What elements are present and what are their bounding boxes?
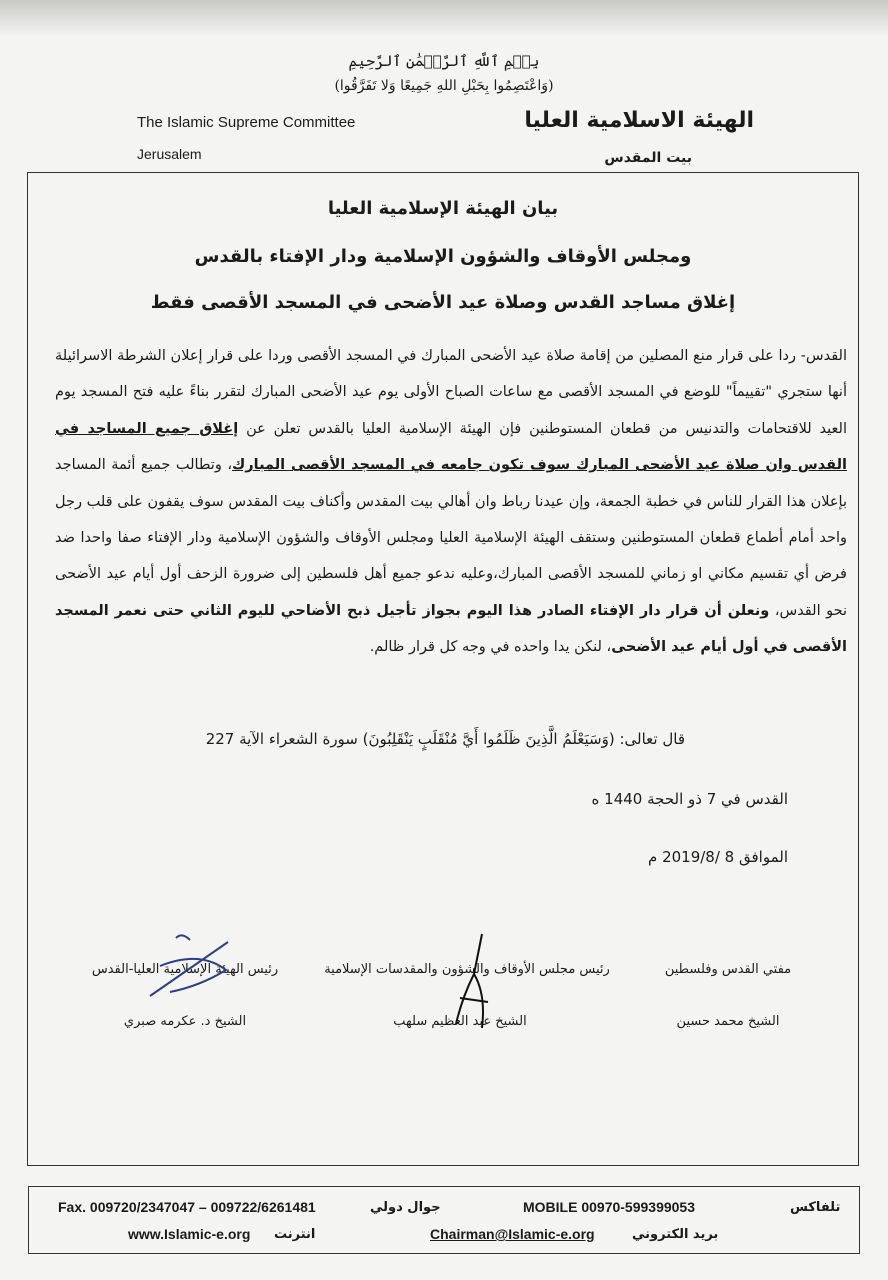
contact-footer <box>28 1186 860 1254</box>
city-name-ar: بيت المقدس <box>604 150 692 166</box>
mobile-number: MOBILE 00970-599399053 <box>523 1199 695 1215</box>
email-link[interactable]: Chairman@Islamic-e.org <box>430 1226 595 1242</box>
organization-name-en: The Islamic Supreme Committee <box>137 114 356 131</box>
header-verse: (وَاعْتَصِمُوا بِحَبْلِ اللهِ جَمِيعًا وَلا تَفَرَّقُوا) <box>334 78 554 94</box>
statement-body <box>55 338 847 666</box>
date-hijri: القدس في 7 ذو الحجة 1440 ه <box>591 790 788 808</box>
signatory-1-name: الشيخ د. عكرمه صبري <box>123 1014 247 1029</box>
email-label: بريد الكتروني <box>632 1227 719 1242</box>
website-link[interactable]: www.Islamic-e.org <box>128 1226 251 1242</box>
signature-salhab <box>442 928 502 1038</box>
organization-name-ar: الهيئة الاسلامية العليا <box>524 108 754 133</box>
signatory-2-name: الشيخ عبد العظيم سلهب <box>393 1014 527 1029</box>
signatory-3-name: الشيخ محمد حسين <box>676 1014 780 1029</box>
signatory-3-title: مفتي القدس وفلسطين <box>664 962 792 977</box>
intl-mobile-label: جوال دولي <box>370 1200 441 1215</box>
body-underlined-decision: إغلاق جميع المساجد في القدس وان صلاة عيد الأضحى المبارك سوف تكون جامعه في المسجد الأقصى المبارك <box>55 420 847 474</box>
body-bold-fatwa: ونعلن أن قرار دار الإفتاء الصادر هذا اليوم بجواز تأجيل ذبح الأضاحي لليوم الثاني حتى نعمر المسجد الأقصى في أول أيام عيد الأضحى <box>55 602 847 656</box>
scan-shadow <box>0 0 888 36</box>
body-text-1: القدس- ردا على قرار منع المصلين من إقامة صلاة عيد الأضحى المبارك في المسجد الأقصى وردا على قرار إعلان الشرطة الاسرائيلة أنها ستجري "تقييماً" للوضع في المسجد الأقصى مع ساعات الصباح الأولى يوم عيد الأضحى المبارك لتقرر بناءً عليه فتح المسجد يوم العيد للاقتحامات والتدنيس من قطعان المستوطنين فإن الهيئة الإسلامية العليا بالقدس تعلن عن <box>55 348 847 437</box>
statement-title: بيان الهيئة الإسلامية العليا <box>327 198 559 219</box>
signature-sabri <box>130 930 250 1010</box>
signatory-2-title: رئيس مجلس الأوقاف والشؤون والمقدسات الإسلامية <box>324 962 610 977</box>
fax-numbers: Fax. 009720/2347047 – 009722/6261481 <box>58 1199 316 1215</box>
date-gregorian: الموافق 8 /2019/8 م <box>648 848 788 866</box>
statement-headline: إغلاق مساجد القدس وصلاة عيد الأضحى في المسجد الأقصى فقط <box>150 292 736 313</box>
statement-subtitle: ومجلس الأوقاف والشؤون الإسلامية ودار الإفتاء بالقدس <box>194 246 692 267</box>
fax-label-ar: تلفاكس <box>790 1200 841 1215</box>
signatory-1-title: رئيس الهيئة الإسلامية العليا-القدس <box>91 962 279 977</box>
quran-quote: قال تعالى: (وَسَيَعْلَمُ الَّذِينَ ظَلَمُوا أَيَّ مُنْقَلَبٍ يَنْقَلِبُونَ) سورة الشعراء الآية 227 <box>205 730 685 748</box>
city-name-en: Jerusalem <box>137 146 202 162</box>
internet-label: انترنت <box>274 1227 316 1242</box>
body-text-3: ، لنكن يدا واحده في وجه كل قرار ظالم. <box>369 639 612 656</box>
basmala: بِسۡمِ ٱللَّهِ ٱلرَّحۡمَٰنِ ٱلرَّحِيمِ <box>348 52 540 70</box>
body-text-2: ، وتطالب جميع أئمة المساجد بإعلان هذا القرار للناس في خطبة الجمعة، وإن عيدنا رباط وان أهالي بيت المقدس وأكناف بيت المقدس سوف يقفون على قلب رجل واحد أمام أطماع قطعان المستوطنين وستقف الهيئة الإسلامية العليا ومجلس الأوقاف والشؤون الإسلامية ودار الإفتاء صفا واحدا ضد فرض أي تقسيم مكاني او زماني للمسجد الأقصى المبارك،وعليه ندعو جميع أهل فلسطين إلى ضرورة الزحف أول أيام عيد الأضحى نحو القدس، <box>55 457 847 619</box>
